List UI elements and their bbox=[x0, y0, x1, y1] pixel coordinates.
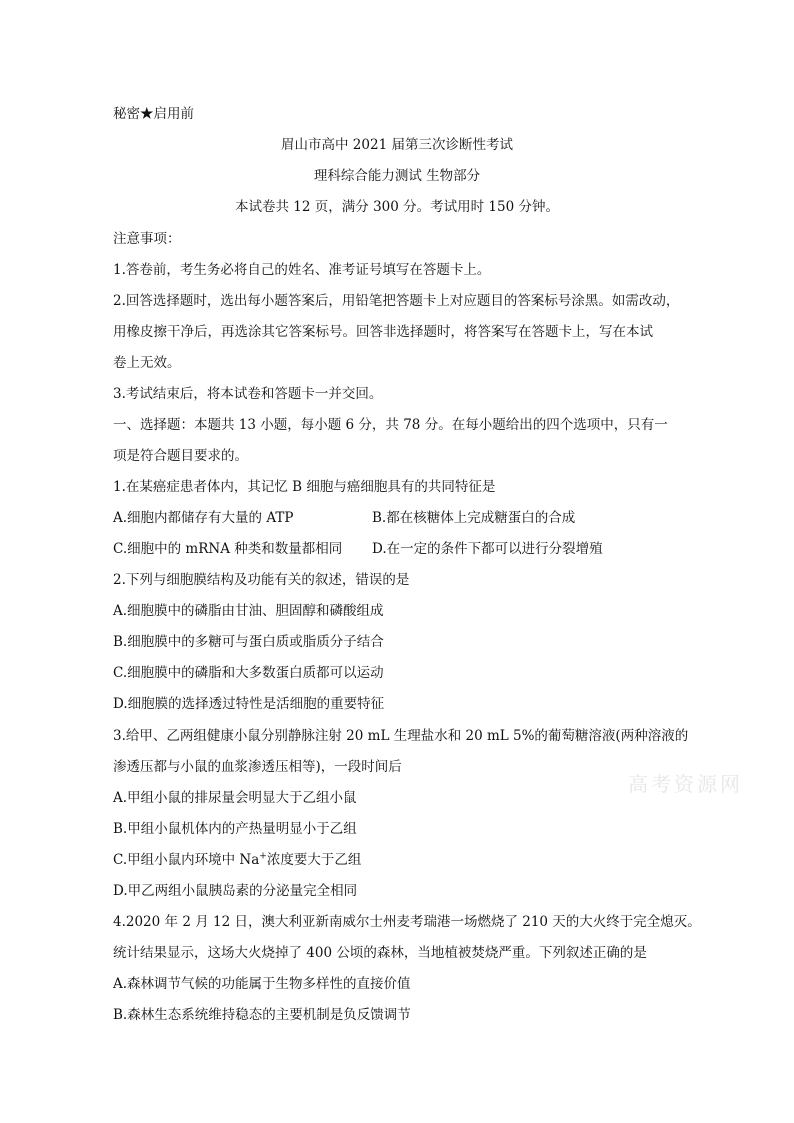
q1-option-c: C.细胞中的 mRNA 种类和数量都相同 bbox=[113, 541, 343, 557]
q2-option-d: D.细胞膜的选择透过特性是活细胞的重要特征 bbox=[113, 696, 385, 712]
section-1-line-1: 一、选择题：本题共 13 小题，每小题 6 分，共 78 分。在每小题给出的四个选项中，只有一 bbox=[113, 417, 668, 433]
q4-stem-line-2: 统计结果显示，这场大火烧掉了 400 公顷的森林，当地植被焚烧严重。下列叙述正确的是 bbox=[113, 945, 647, 961]
note-2-line-1: 2.回答选择题时，选出每小题答案后，用铅笔把答题卡上对应题目的答案标号涂黑。如需改动， bbox=[113, 293, 680, 309]
q1-option-b: B.都在核糖体上完成糖蛋白的合成 bbox=[372, 510, 576, 526]
note-2-line-2: 用橡皮擦干净后，再选涂其它答案标号。回答非选择题时，将答案写在答题卡上，写在本试 bbox=[113, 324, 653, 340]
q2-option-a: A.细胞膜中的磷脂由甘油、胆固醇和磷酸组成 bbox=[113, 603, 384, 619]
q2-option-c: C.细胞膜中的磷脂和大多数蛋白质都可以运动 bbox=[113, 665, 384, 681]
q4-option-a: A.森林调节气候的功能属于生物多样性的直接价值 bbox=[113, 976, 411, 992]
watermark: 高考资源网 bbox=[628, 772, 743, 796]
secret-label: 秘密★启用前 bbox=[113, 106, 194, 122]
q3-stem-line-2: 渗透压都与小鼠的血浆渗透压相等)，一段时间后 bbox=[113, 759, 402, 775]
exam-subtitle: 理科综合能力测试 生物部分 bbox=[313, 168, 481, 184]
note-1: 1.答卷前，考生务必将自己的姓名、准考证号填写在答题卡上。 bbox=[113, 262, 491, 278]
note-2-line-3: 卷上无效。 bbox=[113, 355, 181, 371]
q3-option-c bbox=[113, 850, 683, 870]
q1-option-d: D.在一定的条件下都可以进行分裂增殖 bbox=[372, 541, 603, 557]
exam-title: 眉山市高中 2021 届第三次诊断性考试 bbox=[281, 137, 513, 153]
q3-option-c-pre: C.甲组小鼠内环境中 Na bbox=[113, 852, 260, 868]
note-3: 3.考试结束后，将本试卷和答题卡一并交回。 bbox=[113, 386, 383, 402]
q3-option-b: B.甲组小鼠机体内的产热量明显小于乙组 bbox=[113, 821, 357, 837]
q4-option-b: B.森林生态系统维持稳态的主要机制是负反馈调节 bbox=[113, 1007, 411, 1023]
section-1-line-2: 项是符合题目要求的。 bbox=[113, 448, 248, 464]
sodium-charge: + bbox=[259, 851, 267, 862]
q4-stem-line-1: 4.2020 年 2 月 12 日，澳大利亚新南威尔士州麦考瑞港一场燃烧了 210 天的大火终于完全熄灭。 bbox=[113, 914, 701, 930]
q1-stem: 1.在某癌症患者体内，其记忆 B 细胞与癌细胞具有的共同特征是 bbox=[113, 479, 496, 495]
q3-option-a: A.甲组小鼠的排尿量会明显大于乙组小鼠 bbox=[113, 790, 357, 806]
q2-option-b: B.细胞膜中的多糖可与蛋白质或脂质分子结合 bbox=[113, 634, 384, 650]
exam-info: 本试卷共 12 页，满分 300 分。考试用时 150 分钟。 bbox=[235, 199, 559, 215]
q3-stem-line-1: 3.给甲、乙两组健康小鼠分别静脉注射 20 mL 生理盐水和 20 mL 5%的葡萄糖溶液(两种溶液的 bbox=[113, 728, 689, 744]
q3-option-d: D.甲乙两组小鼠胰岛素的分泌量完全相同 bbox=[113, 883, 358, 899]
q3-option-c-post: 浓度要大于乙组 bbox=[266, 852, 362, 868]
q2-stem: 2.下列与细胞膜结构及功能有关的叙述，错误的是 bbox=[113, 572, 410, 588]
notes-heading: 注意事项： bbox=[113, 231, 181, 247]
q1-option-a: A.细胞内都储存有大量的 ATP bbox=[113, 510, 294, 526]
